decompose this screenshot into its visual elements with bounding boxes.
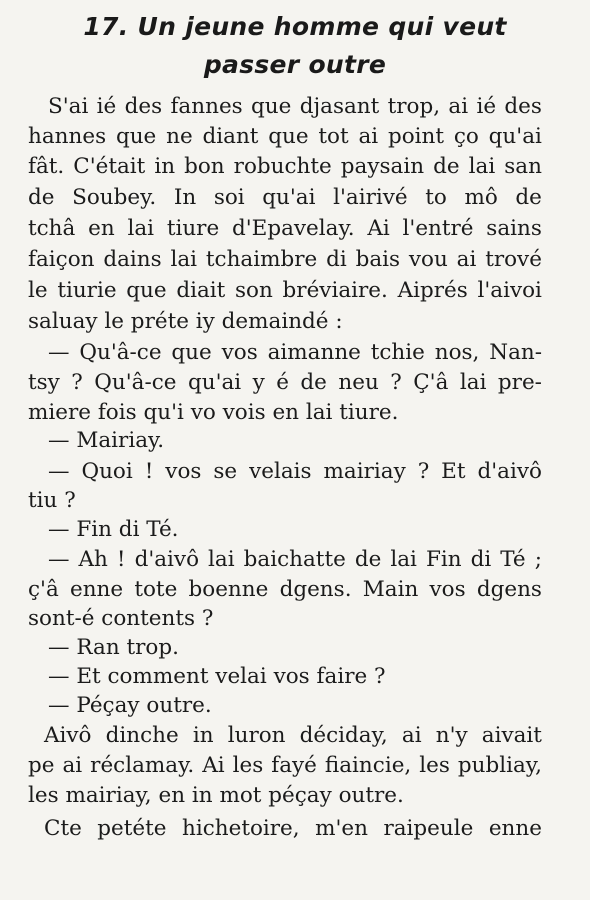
- text-line: — Péçay outre.: [48, 693, 212, 718]
- text-line: faiçon dains lai tchaimbre di bais vou ai trové: [28, 247, 542, 272]
- text-line: tchâ en lai tiure d'Epavelay. Ai l'entré sains: [28, 216, 542, 241]
- text-line: saluay le préte iy demaindé :: [28, 309, 343, 334]
- text-line: Cte petéte hichetoire, m'en raipeule enne: [44, 816, 542, 841]
- text-line: de Soubey. In soi qu'ai l'airivé to mô de: [28, 185, 542, 210]
- text-line: Aivô dinche in luron déciday, ai n'y aivait: [44, 723, 542, 748]
- text-line: hannes que ne diant que tot ai point ço qu'ai: [28, 124, 542, 149]
- text-line: — Ran trop.: [48, 635, 179, 660]
- text-line: — Fin di Té.: [48, 517, 179, 542]
- text-line: — Ah ! d'aivô lai baichatte de lai Fin di Té ;: [48, 547, 542, 572]
- chapter-title-line-1: 17. Un jeune homme qui veut: [83, 12, 507, 41]
- text-line: miere fois qu'i vo vois en lai tiure.: [28, 400, 399, 425]
- text-line: — Qu'â-ce que vos aimanne tchie nos, Nan-: [48, 340, 542, 365]
- text-line: ç'â enne tote boenne dgens. Main vos dgens: [28, 577, 542, 602]
- text-line: tiu ?: [28, 488, 76, 513]
- text-line: tsy ? Qu'â-ce qu'ai y é de neu ? Ç'â lai pre-: [28, 370, 542, 395]
- text-line: — Quoi ! vos se velais mairiay ? Et d'aivô: [48, 459, 542, 484]
- text-line: sont-é contents ?: [28, 606, 214, 631]
- text-line: — Et comment velai vos faire ?: [48, 664, 386, 689]
- text-line: — Mairiay.: [48, 428, 165, 453]
- chapter-title-line-2: passer outre: [203, 50, 387, 79]
- text-line: pe ai réclamay. Ai les fayé fiaincie, les publiay,: [28, 753, 542, 778]
- text-line: le tiurie que diait son bréviaire. Aiprés l'aivoi: [28, 278, 542, 303]
- text-line: les mairiay, en in mot péçay outre.: [28, 783, 404, 808]
- text-line: S'ai ié des fannes que djasant trop, ai ié des: [48, 94, 542, 119]
- text-line: fât. C'était in bon robuchte paysain de lai san: [28, 154, 542, 179]
